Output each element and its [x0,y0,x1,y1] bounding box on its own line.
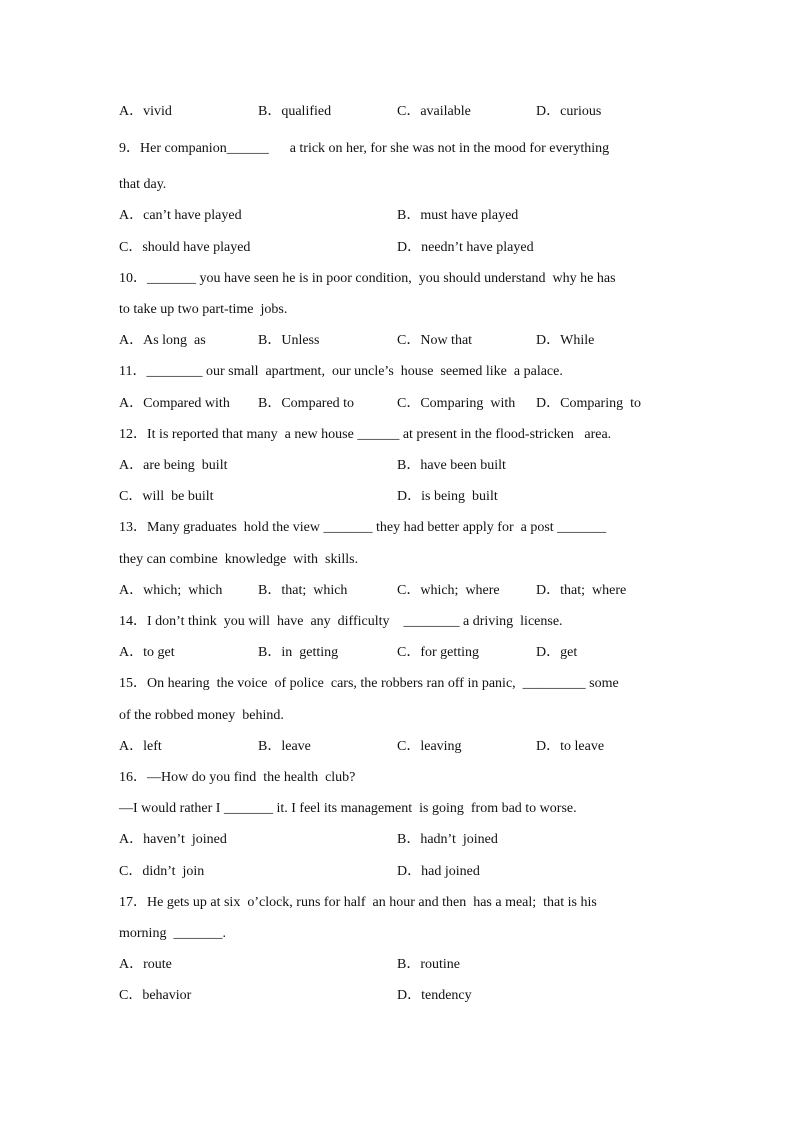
option-b[interactable]: B．in getting [258,645,339,660]
option-c[interactable]: C．behavior [119,988,192,1003]
question-stem: 14．I don’t think you will have any difficulty ________ a driving license. [119,614,563,629]
option-a[interactable]: A．vivid [119,104,172,119]
option-b[interactable]: B．Unless [258,333,320,348]
option-c[interactable]: C．leaving [397,739,462,754]
question-stem: 11．________ our small apartment, our uncle’s house seemed like a palace. [119,364,563,379]
option-d[interactable]: D．to leave [536,739,605,754]
question-stem: 9．Her companion______ a trick on her, for she was not in the mood for everything [119,141,610,156]
option-a[interactable]: A．to get [119,645,175,660]
question-stem: 10．_______ you have seen he is in poor condition, you should understand why he has [119,271,616,286]
option-d[interactable]: D．that; where [536,583,627,598]
option-b[interactable]: B．qualified [258,104,332,119]
question-stem: 17．He gets up at six o’clock, runs for half an hour and then has a meal; that is his [119,895,597,910]
option-d[interactable]: D．curious [536,104,602,119]
option-b[interactable]: B．leave [258,739,311,754]
question-stem-continued: to take up two part-time jobs. [119,302,288,317]
question-stem: 15．On hearing the voice of police cars, the robbers ran off in panic, _________ some [119,676,619,691]
question-stem: 12．It is reported that many a new house ______ at present in the flood-stricken area. [119,427,612,442]
option-d[interactable]: D．While [536,333,595,348]
option-c[interactable]: C．should have played [119,240,251,255]
question-stem-continued: —I would rather I _______ it. I feel its management is going from bad to worse. [119,801,577,816]
option-b[interactable]: B．hadn’t joined [397,832,498,847]
option-a[interactable]: A．Compared with [119,396,230,411]
option-a[interactable]: A．haven’t joined [119,832,227,847]
question-stem-continued: that day. [119,177,167,192]
option-a[interactable]: A．which; which [119,583,223,598]
option-c[interactable]: C．available [397,104,471,119]
option-c[interactable]: C．which; where [397,583,500,598]
question-stem-continued: they can combine knowledge with skills. [119,552,359,567]
option-b[interactable]: B．have been built [397,458,506,473]
option-d[interactable]: D．get [536,645,578,660]
option-b[interactable]: B．that; which [258,583,348,598]
option-d[interactable]: D．Comparing to [536,396,641,411]
option-c[interactable]: C．for getting [397,645,480,660]
question-stem: 16．—How do you find the health club? [119,770,356,785]
option-b[interactable]: B．Compared to [258,396,355,411]
option-d[interactable]: D．had joined [397,864,480,879]
option-a[interactable]: A．route [119,957,172,972]
option-d[interactable]: D．is being built [397,489,498,504]
option-d[interactable]: D．tendency [397,988,472,1003]
question-stem: 13．Many graduates hold the view _______ they had better apply for a post _______ [119,520,607,535]
option-c[interactable]: C．Now that [397,333,473,348]
option-c[interactable]: C．didn’t join [119,864,205,879]
option-a[interactable]: A．As long as [119,333,206,348]
option-a[interactable]: A．can’t have played [119,208,242,223]
option-c[interactable]: C．Comparing with [397,396,516,411]
question-stem-continued: of the robbed money behind. [119,708,284,723]
question-stem-continued: morning _______. [119,926,226,941]
option-a[interactable]: A．are being built [119,458,228,473]
option-b[interactable]: B．routine [397,957,460,972]
option-c[interactable]: C．will be built [119,489,214,504]
option-b[interactable]: B．must have played [397,208,519,223]
option-a[interactable]: A．left [119,739,162,754]
option-d[interactable]: D．needn’t have played [397,240,534,255]
